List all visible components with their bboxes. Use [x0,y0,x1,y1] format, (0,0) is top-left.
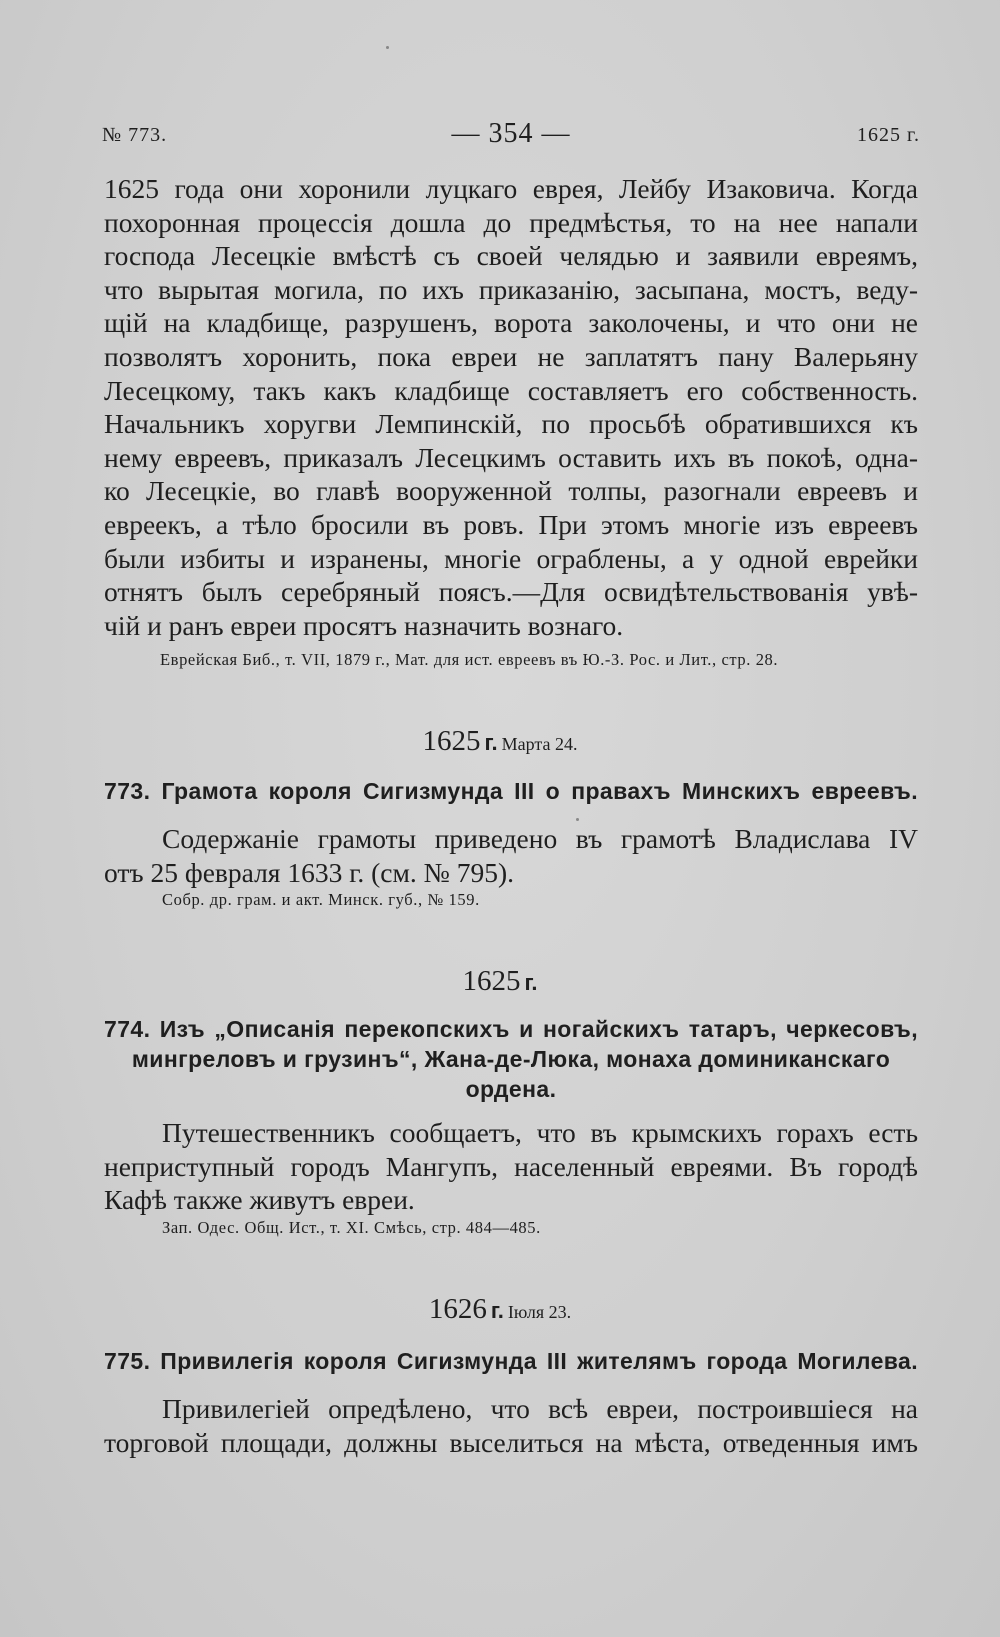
date-day: Іюля 23. [507,1302,572,1322]
entry-774-source: Зап. Одес. Общ. Ист., т. XI. Смѣсь, стр. 484—485. [162,1218,541,1237]
entry-775-title [104,1346,918,1376]
entry-774-text [104,1116,918,1217]
title-line [104,1346,918,1376]
date-g: г. [484,730,498,755]
title-line [104,776,918,806]
date-year: 1626 [428,1293,487,1325]
title-text: Привилегія короля Сигизмунда III жителямъ города Могилева. [160,1348,919,1374]
text-line: позволятъ хоронить, пока евреи не заплатятъ пану Валерьяну [104,340,918,372]
page-header [102,118,920,154]
entry-775-date [0,1293,1000,1326]
text-line: 1625 года они хоронили луцкаго еврея, Лейбу Изаковича. Когда [104,173,918,204]
text-line: Путешественникъ сообщаетъ, что въ крымскихъ горахъ есть [162,1117,918,1148]
text-line: Лесецкому, такъ какъ кладбище составляетъ его собственность. [104,374,918,406]
date-g: г. [490,1298,504,1323]
text-line: ко Лесецкіе, во главѣ вооруженной толпы, разогнали евреевъ и [104,475,918,507]
title-line: ордена. [465,1076,557,1102]
entry-774-date [0,965,1000,998]
text-line: отнятъ былъ серебряный поясъ.—Для освидѣтельствованія увѣ- [104,576,918,608]
text-line: Содержаніе грамоты приведено въ грамотѣ Владислава IV [162,823,918,854]
text-line: Привилегіей опредѣлено, что всѣ евреи, построившіеся на [162,1393,918,1424]
title-line [104,1014,918,1044]
page-number: — 354 — [451,118,571,149]
text-line: чій и ранъ евреи просятъ назначить вознаго. [104,609,624,641]
date-day: Марта 24. [501,734,578,754]
text-line: неприступный городъ Мангупъ, населенный евреями. Въ городѣ [104,1150,918,1182]
entry-772-text [104,172,918,642]
text-line: отъ 25 февраля 1633 г. (см. № 795). [104,856,515,888]
entry-773-source: Собр. др. грам. и акт. Минск. губ., № 159. [162,890,480,909]
text-line: были избиты и изранены, многіе ограблены, а у одной еврейки [104,542,918,574]
entry-774-title [104,1014,918,1104]
title-line: мингреловъ и грузинъ“, Жана-де-Люка, монаха доминиканскаго [131,1046,891,1072]
doc-number: 775. [104,1348,151,1374]
running-year: 1625 г. [857,124,920,146]
date-year: 1625 [462,965,521,997]
entry-773-title [104,776,918,806]
print-speck [386,46,389,49]
entry-773-text [104,822,918,889]
text-line: что вырытая могила, по ихъ приказанію, засыпана, мостъ, веду- [104,273,918,305]
text-line: Начальникъ хоругви Лемпинскій, по просьбѣ обратившихся къ [104,408,918,440]
doc-number: 773. [104,778,151,804]
date-year: 1625 [422,725,481,757]
print-speck [576,818,579,821]
text-line: торговой площади, должны выселиться на мѣста, отведенныя имъ [104,1426,918,1458]
entry-773-date [0,725,1000,758]
entry-772-source: Еврейская Биб., т. VII, 1879 г., Мат. для ист. евреевъ въ Ю.-З. Рос. и Лит., стр. 28. [160,650,779,669]
text-line: господа Лесецкіе вмѣстѣ съ своей челядью и заявили евреямъ, [104,240,918,272]
entry-775-text [104,1392,918,1459]
date-g: г. [524,970,538,995]
doc-number: 774. [104,1016,151,1042]
text-line: Кафѣ также живутъ евреи. [104,1184,415,1216]
text-line: похоронная процессія дошла до предмѣстья, то на нее напали [104,206,918,238]
text-line: щій на кладбище, разрушенъ, ворота заколочены, и что они не [104,307,918,339]
text-line: нему евреевъ, приказалъ Лесецкимъ оставить ихъ въ покоѣ, одна- [104,441,918,473]
title-text: Грамота короля Сигизмунда III о правахъ Минскихъ евреевъ. [161,778,918,804]
text-line: евреекъ, а тѣло бросили въ ровъ. При этомъ многіе изъ евреевъ [104,508,918,540]
title-text: Изъ „Описанія перекопскихъ и ногайскихъ татаръ, черкесовъ, [159,1016,919,1042]
running-doc-number: № 773. [102,124,168,146]
